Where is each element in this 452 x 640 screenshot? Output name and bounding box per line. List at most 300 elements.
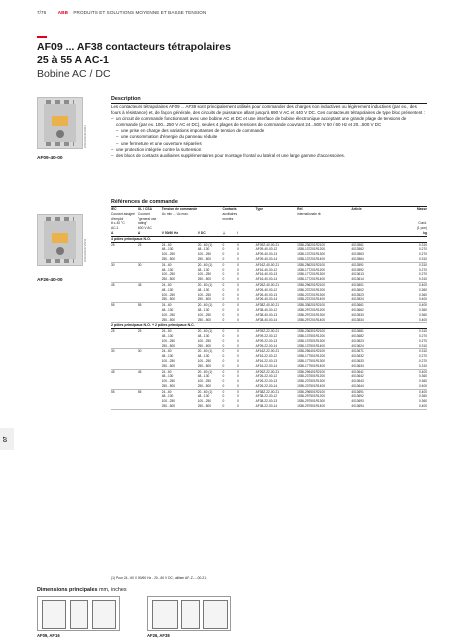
header-cell: Tension de commande xyxy=(161,207,198,211)
table-cell: 0 xyxy=(222,379,225,384)
table-cell: 4013563 xyxy=(351,252,364,257)
table-cell: 1SBL296501R2100 xyxy=(297,389,325,394)
table-cell: 4013564 xyxy=(351,257,380,262)
group-label: 2 pôles principaux N.O. + 2 pôles principaux N.C. xyxy=(111,323,427,329)
table-cell: 0.270 xyxy=(419,333,427,338)
table-cell: 0.310 xyxy=(380,257,427,262)
table-cell: 100...250 xyxy=(161,312,176,317)
table-cell: 0.360 xyxy=(419,379,427,384)
table-cell: 30 xyxy=(111,349,115,354)
table-cell: AF26-40-00-14 xyxy=(256,297,298,302)
table-cell: 0.310 xyxy=(380,364,427,369)
table-cell: 0.400 xyxy=(419,369,427,374)
table-cell: 0 xyxy=(237,399,239,404)
table-cell: AF09-22-00-14 xyxy=(256,344,298,349)
title-line-2: 25 à 55 A AC-1 xyxy=(37,54,109,66)
reference-table-header xyxy=(111,207,427,236)
table-cell: 0 xyxy=(237,404,256,409)
table-cell: 24...60 xyxy=(161,262,172,267)
table-cell: 0 xyxy=(237,389,239,394)
table-cell: 4013562 xyxy=(351,247,364,252)
table-cell: 0 xyxy=(237,297,256,302)
table-cell: 0.270 xyxy=(419,252,427,257)
table-cell: AF09-22-00-12 xyxy=(255,333,278,338)
table-cell: 4013591 xyxy=(351,262,364,267)
table-cell: 100...250 xyxy=(197,399,212,404)
table-cell: AF16Z-40-00-21 xyxy=(255,262,280,267)
table-cell: 250...500 xyxy=(198,364,223,369)
image-caption-1: AF09-40-00 xyxy=(37,156,63,161)
table-cell: AF16-22-00-13 xyxy=(255,358,278,363)
table-cell: 0 xyxy=(237,247,239,252)
table-cell: 4013662 xyxy=(351,307,364,312)
table-cell: AF09-40-00-14 xyxy=(256,257,298,262)
header-cell: Article xyxy=(351,207,362,211)
header-cell: V DC xyxy=(198,231,223,236)
table-cell: 1SBL236301R2100 xyxy=(297,329,325,334)
table-cell: 0.270 xyxy=(419,338,427,343)
table-cell: 48...130 xyxy=(161,267,174,272)
table-cell: 25 xyxy=(137,242,142,247)
header-cell: Cond. xyxy=(418,221,427,226)
table-cell: 4013692 xyxy=(351,394,364,399)
table-cell: 0 xyxy=(222,349,225,354)
table-cell: 48...130 xyxy=(161,333,174,338)
table-cell: 20...60 (1) xyxy=(197,262,213,267)
table-cell: 0 xyxy=(237,262,239,267)
table-cell: 0 xyxy=(222,262,225,267)
header-cell: Courant assigné xyxy=(111,211,136,216)
table-cell: AF09Z-40-00-21 xyxy=(255,242,280,247)
table-cell: 4013693 xyxy=(351,399,364,404)
reference-table xyxy=(111,207,427,410)
table-cell: 1SBL137501R1400 xyxy=(297,344,351,349)
chapter-tab-label: 07 xyxy=(3,436,9,442)
table-cell: 0 xyxy=(222,312,225,317)
table-cell: 250...500 xyxy=(198,277,223,282)
header-cell: A xyxy=(138,231,162,236)
table-cell: 250...500 xyxy=(162,384,198,389)
table-cell: 1SBL237201R1300 xyxy=(297,292,325,297)
table-cell: 0 xyxy=(222,344,237,349)
table-cell: 0 xyxy=(222,389,225,394)
table-cell: 1SBL297201R1200 xyxy=(297,307,325,312)
table-cell: 250...500 xyxy=(162,344,198,349)
header-cell: ⊥ xyxy=(222,231,237,236)
table-cell: 4013661 xyxy=(351,303,364,308)
table-cell: 0 xyxy=(237,303,239,308)
table-cell: 1SBL296401R2100 xyxy=(297,369,325,374)
header-cell: Type xyxy=(255,207,264,211)
table-cell: AF09Z-22-00-21 xyxy=(255,329,280,334)
table-cell: 1SBL177501R1200 xyxy=(297,354,325,359)
table-cell: 100...250 xyxy=(197,272,212,277)
table-cell: 1SBL237501R1200 xyxy=(297,374,325,379)
header-cell: Réf. xyxy=(297,207,304,211)
dimensions-title: Dimensions principales xyxy=(37,587,98,593)
table-cell: 100...250 xyxy=(161,252,176,257)
table-cell: 0 xyxy=(237,318,256,323)
table-cell: 4013534 xyxy=(351,318,380,323)
table-cell: 0.360 xyxy=(419,399,427,404)
table-cell: 4013533 xyxy=(351,312,364,317)
table-cell: 55 xyxy=(111,303,115,308)
table-cell: 45 xyxy=(111,282,115,287)
table-cell: 0 xyxy=(237,374,239,379)
table-cell: 0 xyxy=(222,242,225,247)
table-cell: 0 xyxy=(222,318,237,323)
table-cell: 24...60 xyxy=(161,369,172,374)
table-cell: 1SBL297201R1300 xyxy=(297,312,325,317)
table-cell: 4013681 xyxy=(351,329,364,334)
image-code-1: 2CDC221011V0011 xyxy=(84,125,87,148)
table-cell: 0 xyxy=(222,404,237,409)
table-cell: 0.360 xyxy=(419,394,427,399)
table-cell: 0 xyxy=(237,354,239,359)
header-cell: kg xyxy=(380,231,427,236)
description-bullet-2: – une protection intégrée contre la surtension xyxy=(111,147,427,153)
table-cell: 250...500 xyxy=(198,404,223,409)
dimension-caption-1: AF09, AF16 xyxy=(37,633,60,638)
table-cell: 0 xyxy=(222,369,225,374)
table-cell: 0 xyxy=(237,292,239,297)
table-row xyxy=(111,404,427,409)
header-cell: montés xyxy=(222,216,234,221)
description-sub-2: – une consommation d'énergie du panneau réduite xyxy=(111,134,427,140)
table-cell: 4013682 xyxy=(351,333,364,338)
table-cell: 1SBL256401R2100 xyxy=(297,349,325,354)
table-cell: 0.400 xyxy=(380,297,427,302)
table-cell: AF26-40-00-13 xyxy=(255,292,278,297)
table-cell: 0 xyxy=(222,384,237,389)
description-body xyxy=(111,104,427,159)
table-cell: 0.360 xyxy=(419,374,427,379)
dimension-drawing-af09 xyxy=(37,596,120,631)
table-cell: 0.310 xyxy=(380,277,427,282)
table-cell: 48...130 xyxy=(161,247,174,252)
table-cell: AF38Z-40-00-21 xyxy=(255,303,280,308)
table-cell: 0.360 xyxy=(419,312,427,317)
table-cell: AF26-22-00-14 xyxy=(256,384,298,389)
table-cell: 0 xyxy=(237,349,239,354)
table-cell: 0.310 xyxy=(419,242,427,247)
table-cell: 250...500 xyxy=(198,257,223,262)
table-cell: 4013694 xyxy=(351,404,380,409)
table-cell: 0 xyxy=(237,277,256,282)
table-cell: 250...500 xyxy=(198,297,223,302)
table-cell: 100...250 xyxy=(197,252,212,257)
table-cell: 45 xyxy=(137,369,142,374)
table-cell: AF38-40-00-13 xyxy=(255,312,278,317)
title-accent-bar xyxy=(37,36,47,38)
table-cell: 25 xyxy=(137,329,142,334)
table-cell: 1SBL237501R1300 xyxy=(297,379,325,384)
header-cell: / xyxy=(237,231,256,236)
table-cell: 48...130 xyxy=(197,287,210,292)
reference-table-body xyxy=(111,236,427,409)
table-cell: AF26Z-22-00-21 xyxy=(255,369,280,374)
header-cell: θ ≤ 40 °C xyxy=(111,221,125,226)
header-cell: "general use xyxy=(137,216,157,221)
header-cell: auxiliaires xyxy=(222,211,238,216)
table-cell: 1SBL237201R1200 xyxy=(297,287,325,292)
table-cell: 48...130 xyxy=(161,287,174,292)
table-cell: 0 xyxy=(237,252,239,257)
table-cell: 0.400 xyxy=(419,282,427,287)
table-cell: 24...60 xyxy=(161,389,172,394)
chapter-tab xyxy=(0,428,14,450)
table-cell: 30 xyxy=(137,349,142,354)
table-cell: 100...250 xyxy=(197,379,212,384)
table-cell: 0.270 xyxy=(419,354,427,359)
table-cell: 48...130 xyxy=(197,354,210,359)
table-cell: 20...60 (1) xyxy=(197,242,213,247)
description-intro: Les contacteurs tétrapolaires AF09 ... AF38 sont principalement utilisés pour commander des charges non inductives ou légèrement inductives (par ex., des fours à résistance) et, de façon générale, des circuits de puissance allant jusqu'à 690 V AC et 440 V DC. Ces contacteurs tétrapolaires de type bloc présentent : xyxy=(111,104,425,116)
table-cell: 250...500 xyxy=(198,344,223,349)
product-image-af09 xyxy=(37,97,83,149)
table-cell: 1SBL177501R1400 xyxy=(297,364,351,369)
table-cell: 48...130 xyxy=(197,394,210,399)
table-cell: 4013643 xyxy=(351,379,364,384)
table-cell: 0.400 xyxy=(380,404,427,409)
table-cell: 0 xyxy=(222,257,237,262)
table-cell: 0.360 xyxy=(419,287,427,292)
table-cell: 0 xyxy=(237,384,256,389)
table-cell: AF26-22-00-13 xyxy=(255,379,278,384)
table-cell: 0.310 xyxy=(380,344,427,349)
description-sub-3: – une fermeture et une ouverture séparées xyxy=(111,141,427,147)
table-cell: 24...60 xyxy=(161,349,172,354)
table-cell: 45 xyxy=(111,369,115,374)
table-cell: 0 xyxy=(222,399,225,404)
table-cell: 0.310 xyxy=(419,349,427,354)
table-cell: 48...130 xyxy=(197,333,210,338)
table-cell: 0.310 xyxy=(419,329,427,334)
table-cell: 250...500 xyxy=(162,364,198,369)
table-cell: AF16-40-00-12 xyxy=(255,267,278,272)
table-cell: AF16-40-00-13 xyxy=(255,272,278,277)
table-cell: 48...130 xyxy=(197,267,210,272)
table-cell: 100...250 xyxy=(161,272,176,277)
dimensions-unit: mm, inches xyxy=(99,587,127,593)
table-cell: 20...60 (1) xyxy=(197,389,213,394)
header-section: PRODUITS ET SOLUTIONS MOYENNE ET BASSE TENSION xyxy=(73,10,207,15)
page-header xyxy=(37,10,206,15)
table-cell: AF09-22-00-13 xyxy=(255,338,278,343)
header-cell: A xyxy=(111,231,138,236)
table-cell: AF16-40-00-14 xyxy=(256,277,298,282)
description-heading: Description xyxy=(111,96,141,102)
table-cell: 20...60 (1) xyxy=(197,369,213,374)
table-cell: 4013634 xyxy=(351,364,380,369)
table-cell: 48...130 xyxy=(161,307,174,312)
table-cell: 4013641 xyxy=(351,369,364,374)
table-cell: 0 xyxy=(222,364,237,369)
table-cell: 20...60 (1) xyxy=(197,303,213,308)
footnote: (1) Pour 24...60 V 50/60 Hz - 20...60 V DC, utiliser AF..Z-...-00-21. xyxy=(111,576,208,580)
table-cell: 250...500 xyxy=(162,297,198,302)
table-cell: AF38-22-00-12 xyxy=(255,394,278,399)
table-cell: 25 xyxy=(111,329,115,334)
table-cell: 250...500 xyxy=(198,318,223,323)
table-cell: 1SBL177201R1300 xyxy=(297,272,325,277)
table-cell: 1SBL137201R1300 xyxy=(297,252,325,257)
table-cell: 1SBL336201R2100 xyxy=(297,303,325,308)
table-cell: 0.270 xyxy=(419,272,427,277)
table-cell: 1SBL137201R1400 xyxy=(297,257,351,262)
dimension-drawing-af26 xyxy=(147,596,231,631)
table-cell: 0 xyxy=(237,242,239,247)
table-cell: 0 xyxy=(237,364,256,369)
table-cell: 1SBL297501R1400 xyxy=(297,404,351,409)
header-cell: IEC xyxy=(111,207,117,211)
table-cell: 24...60 xyxy=(161,242,172,247)
table-cell xyxy=(138,404,162,409)
table-cell: 1SBL177201R1400 xyxy=(297,277,351,282)
table-cell: 24...60 xyxy=(161,282,172,287)
table-cell: 4013614 xyxy=(351,277,380,282)
image-caption-2: AF26-40-00 xyxy=(37,278,63,283)
table-cell: 0 xyxy=(222,272,225,277)
table-cell: 24...60 xyxy=(161,329,172,334)
table-cell: 0 xyxy=(237,338,239,343)
table-cell: 0.400 xyxy=(419,389,427,394)
table-cell: 0 xyxy=(222,338,225,343)
table-cell: 1SBL237501R1400 xyxy=(297,384,351,389)
table-cell: 48...130 xyxy=(161,354,174,359)
table-cell: 1SBL297201R1400 xyxy=(297,318,351,323)
table-cell: 0 xyxy=(222,333,225,338)
table-cell: 100...250 xyxy=(161,358,176,363)
table-cell: 250...500 xyxy=(198,384,223,389)
dimensions-heading xyxy=(37,587,127,593)
description-sub-1: – une prise en charge des variations importantes de tension de commande xyxy=(111,128,427,134)
table-cell: 0.400 xyxy=(380,384,427,389)
table-cell: 0 xyxy=(237,312,239,317)
table-cell: 4013592 xyxy=(351,267,364,272)
table-cell: 0 xyxy=(222,287,225,292)
table-cell: AF09-40-00-13 xyxy=(255,252,278,257)
table-cell: 0 xyxy=(237,267,239,272)
table-cell: 0 xyxy=(237,358,239,363)
table-cell: 4013613 xyxy=(351,272,364,277)
header-cell: 600 V AC xyxy=(137,226,152,231)
table-cell: 20...60 (1) xyxy=(197,349,213,354)
table-cell: AF16-22-00-12 xyxy=(255,354,278,359)
table-cell: AF26-40-00-12 xyxy=(255,287,278,292)
table-cell: 4013623 xyxy=(351,338,364,343)
table-cell: 4013632 xyxy=(351,354,364,359)
table-cell: 0.400 xyxy=(419,303,427,308)
table-cell: 30 xyxy=(111,262,115,267)
table-cell: 0.400 xyxy=(380,318,427,323)
table-cell: 4013671 xyxy=(351,349,364,354)
table-cell: 100...250 xyxy=(197,338,212,343)
table-cell: 1SBL256201R2100 xyxy=(297,262,325,267)
table-cell: 0 xyxy=(222,252,225,257)
table-cell: 1SBL236201R2100 xyxy=(297,242,325,247)
table-cell: 0 xyxy=(237,379,239,384)
table-cell: AF26-22-00-12 xyxy=(255,374,278,379)
table-cell: 250...500 xyxy=(162,404,198,409)
table-cell: 0 xyxy=(237,257,256,262)
table-cell: 4013561 xyxy=(351,242,364,247)
table-cell: 25 xyxy=(111,242,115,247)
table-cell: 0 xyxy=(222,292,225,297)
table-cell: 4013633 xyxy=(351,358,364,363)
table-cell: 0 xyxy=(222,354,225,359)
table-cell: 100...250 xyxy=(161,292,176,297)
table-cell: 4013602 xyxy=(351,287,364,292)
reference-table-wrap xyxy=(111,207,427,410)
table-cell: 55 xyxy=(137,389,142,394)
table-cell: 0 xyxy=(222,277,237,282)
table-cell: AF38-22-00-13 xyxy=(255,399,278,404)
table-cell: 0 xyxy=(222,303,225,308)
table-cell: 100...250 xyxy=(161,379,176,384)
table-cell: 0 xyxy=(222,307,225,312)
table-cell: 0 xyxy=(237,307,239,312)
table-cell: 55 xyxy=(137,303,142,308)
table-cell: 100...250 xyxy=(161,399,176,404)
table-cell: 4013644 xyxy=(351,384,380,389)
header-cell: (1 pce) xyxy=(416,226,427,231)
table-cell: 0.360 xyxy=(419,307,427,312)
table-cell: 1SBL297501R1300 xyxy=(297,399,325,404)
table-cell: 1SBL297501R1200 xyxy=(297,394,325,399)
table-cell: 250...500 xyxy=(162,257,198,262)
table-cell: 100...250 xyxy=(197,358,212,363)
table-cell: 1SBL177501R1300 xyxy=(297,358,325,363)
table-cell: AF38-22-00-14 xyxy=(256,404,298,409)
table-cell: 1SBL137501R1200 xyxy=(297,333,325,338)
table-cell: 48...130 xyxy=(161,374,174,379)
table-cell: 48...130 xyxy=(197,307,210,312)
table-cell xyxy=(111,404,138,409)
table-cell: 100...250 xyxy=(197,292,212,297)
page-title xyxy=(37,41,231,67)
table-cell: 0 xyxy=(222,394,225,399)
table-cell: 0 xyxy=(222,358,225,363)
table-cell: 0.360 xyxy=(419,292,427,297)
header-cell: V 50/60 Hz xyxy=(162,231,198,236)
table-cell: 0 xyxy=(222,329,225,334)
table-cell: 0.270 xyxy=(419,247,427,252)
table-cell: 4013624 xyxy=(351,344,380,349)
table-cell: 100...250 xyxy=(161,338,176,343)
table-cell: 0 xyxy=(222,374,225,379)
references-heading: Références de commande xyxy=(111,199,178,205)
group-label: 4 pôles principaux N.O. xyxy=(111,236,427,242)
table-cell: 0 xyxy=(237,287,239,292)
dimension-caption-2: AF26, AF38 xyxy=(147,633,170,638)
table-cell: 0 xyxy=(222,267,225,272)
description-bullet-3: – des blocs de contacts auxiliaires supplémentaires pour montage frontal ou latéral et une large gamme d'accessoires. xyxy=(111,153,427,159)
table-cell: 0 xyxy=(237,344,256,349)
table-cell: 1SBL237201R1400 xyxy=(297,297,351,302)
table-cell: 1SBL296201R2100 xyxy=(297,282,325,287)
header-cell: AC-1 xyxy=(111,226,119,231)
table-cell: 1SBL137201R1200 xyxy=(297,247,325,252)
table-cell: 0 xyxy=(237,369,239,374)
header-cell: d'emploi xyxy=(111,216,124,221)
table-cell: AF26Z-40-00-21 xyxy=(255,282,280,287)
page-number: 7/76 xyxy=(37,10,47,15)
table-cell: 30 xyxy=(137,262,142,267)
title-line-1: AF09 ... AF38 contacteurs tétrapolaires xyxy=(37,41,231,53)
table-cell: 55 xyxy=(111,389,115,394)
table-cell: 0.310 xyxy=(419,262,427,267)
